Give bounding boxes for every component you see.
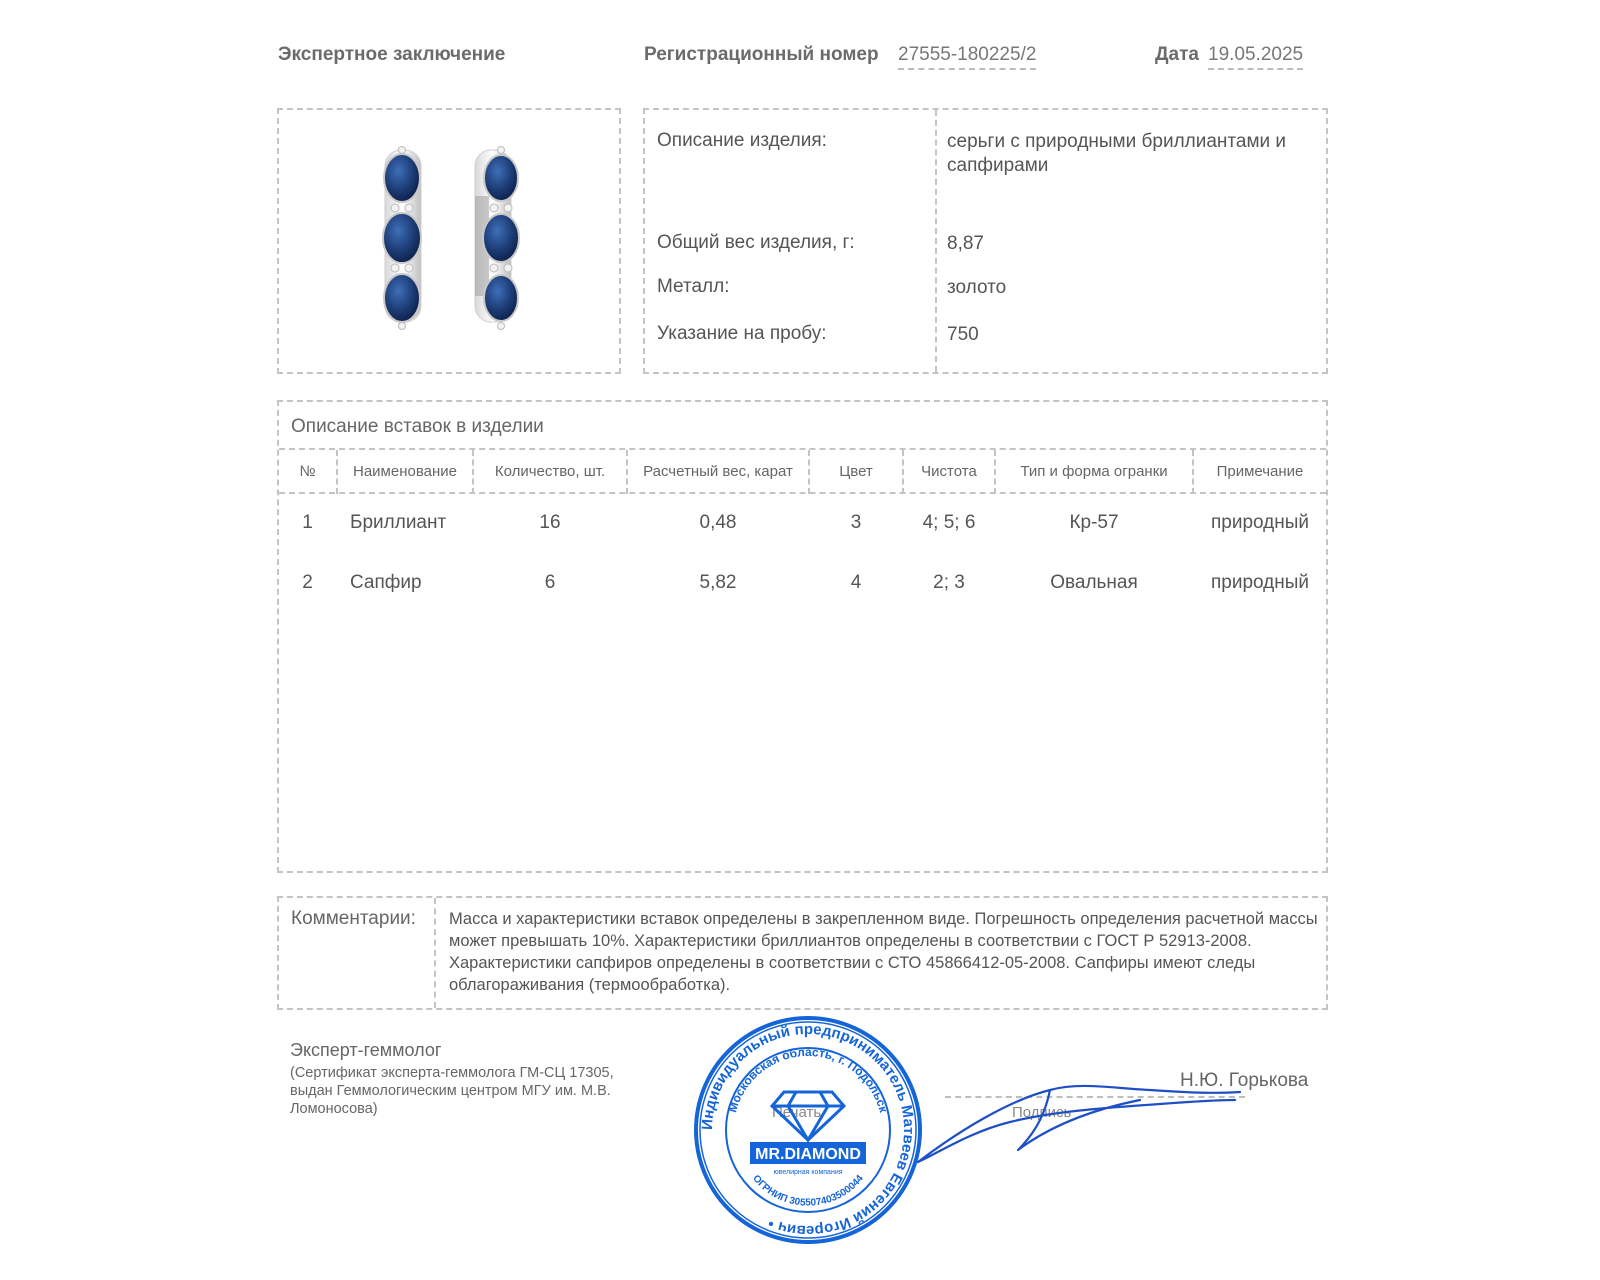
weight-value: 8,87 [947, 233, 984, 254]
right-earring [475, 147, 519, 330]
col-clarity: Чистота [921, 463, 977, 480]
stamp-ogrnip: ОГРНИП 305507403500044 [750, 1173, 866, 1209]
earrings-image [279, 110, 619, 372]
assay-value: 750 [947, 324, 979, 345]
cell-cut: Кр-57 [1069, 512, 1119, 533]
left-earring [383, 147, 421, 330]
inserts-title: Описание вставок в изделии [291, 416, 544, 437]
stamp-brand: MR.DIAMOND [755, 1146, 861, 1163]
cell-note: природный [1210, 512, 1310, 533]
product-photo-frame [277, 108, 621, 374]
cell-name: Бриллиант [350, 512, 447, 533]
cell-name: Сапфир [350, 572, 422, 593]
assay-label: Указание на пробу: [657, 323, 827, 344]
stamp-inner-text: Московская область, г. Подольск [725, 1044, 891, 1114]
cell-quantity: 6 [544, 572, 556, 593]
col-quantity: Количество, шт. [494, 463, 606, 480]
metal-label: Металл: [657, 276, 730, 297]
cell-color: 4 [850, 572, 862, 593]
cell-weight: 5,82 [699, 572, 737, 593]
stamp-ring-text: Индивидуальный предприниматель Матвеев Евгений Игоревич • [698, 1020, 918, 1240]
cell-number: 2 [302, 572, 313, 593]
col-weight: Расчетный вес, карат [643, 463, 793, 480]
inserts-section [277, 400, 1328, 873]
cell-note: природный [1210, 572, 1310, 593]
handwritten-signature [900, 1070, 1250, 1180]
col-name: Наименование [353, 463, 457, 480]
date-label: Дата [1155, 44, 1199, 65]
metal-value: золото [947, 277, 1007, 298]
comments-section [277, 896, 1328, 1010]
cell-number: 1 [302, 512, 313, 533]
col-number: № [299, 463, 316, 480]
product-description-box [643, 108, 1328, 374]
cell-weight: 0,48 [699, 512, 737, 533]
col-cut: Тип и форма огранки [1020, 463, 1168, 480]
weight-label: Общий вес изделия, г: [657, 232, 855, 253]
signature-label: Подпись [1012, 1104, 1072, 1121]
comments-divider [434, 898, 436, 1008]
expert-title: Эксперт-геммолог [290, 1040, 442, 1060]
cell-clarity: 4; 5; 6 [922, 512, 976, 533]
expert-name: Н.Ю. Горькова [1180, 1070, 1309, 1091]
comments-label: Комментарии: [291, 908, 416, 929]
cell-clarity: 2; 3 [933, 572, 965, 593]
comments-text: Масса и характеристики вставок определены в закрепленном виде. Погрешность определения расчетной массы может превышать 10%. Характеристики бриллиантов определены в соответствии с ГОСТ Р 52913-2008. Характеристики сапфиров определены в соответствии с СТО 45866412-05-2008. Сапфиры имеют следы облагораживания (термообработка). [449, 910, 1318, 994]
cell-cut: Овальная [1050, 572, 1138, 593]
table-header [279, 448, 1326, 494]
date-value: 19.05.2025 [1208, 44, 1303, 70]
description-value: серьги с природными бриллиантами и сапфирами [947, 131, 1287, 176]
stamp-label: Печать [772, 1104, 822, 1121]
expert-certificate: (Сертификат эксперта-геммолога ГМ-СЦ 17305, выдан Геммологическим центром МГУ им. М.В. Ломоносова) [290, 1065, 614, 1117]
reg-number-label: Регистрационный номер [644, 44, 879, 65]
document-title: Экспертное заключение [278, 44, 506, 65]
stamp-subtitle: ювелирная компания [773, 1169, 843, 1176]
column-divider [935, 110, 937, 372]
col-color: Цвет [839, 463, 873, 480]
cell-color: 3 [850, 512, 862, 533]
description-label: Описание изделия: [657, 130, 827, 151]
cell-quantity: 16 [539, 512, 561, 533]
reg-number-value: 27555-180225/2 [898, 44, 1036, 70]
diamond-logo-icon [772, 1092, 844, 1140]
company-stamp [692, 1014, 924, 1246]
col-note: Примечание [1216, 463, 1304, 480]
